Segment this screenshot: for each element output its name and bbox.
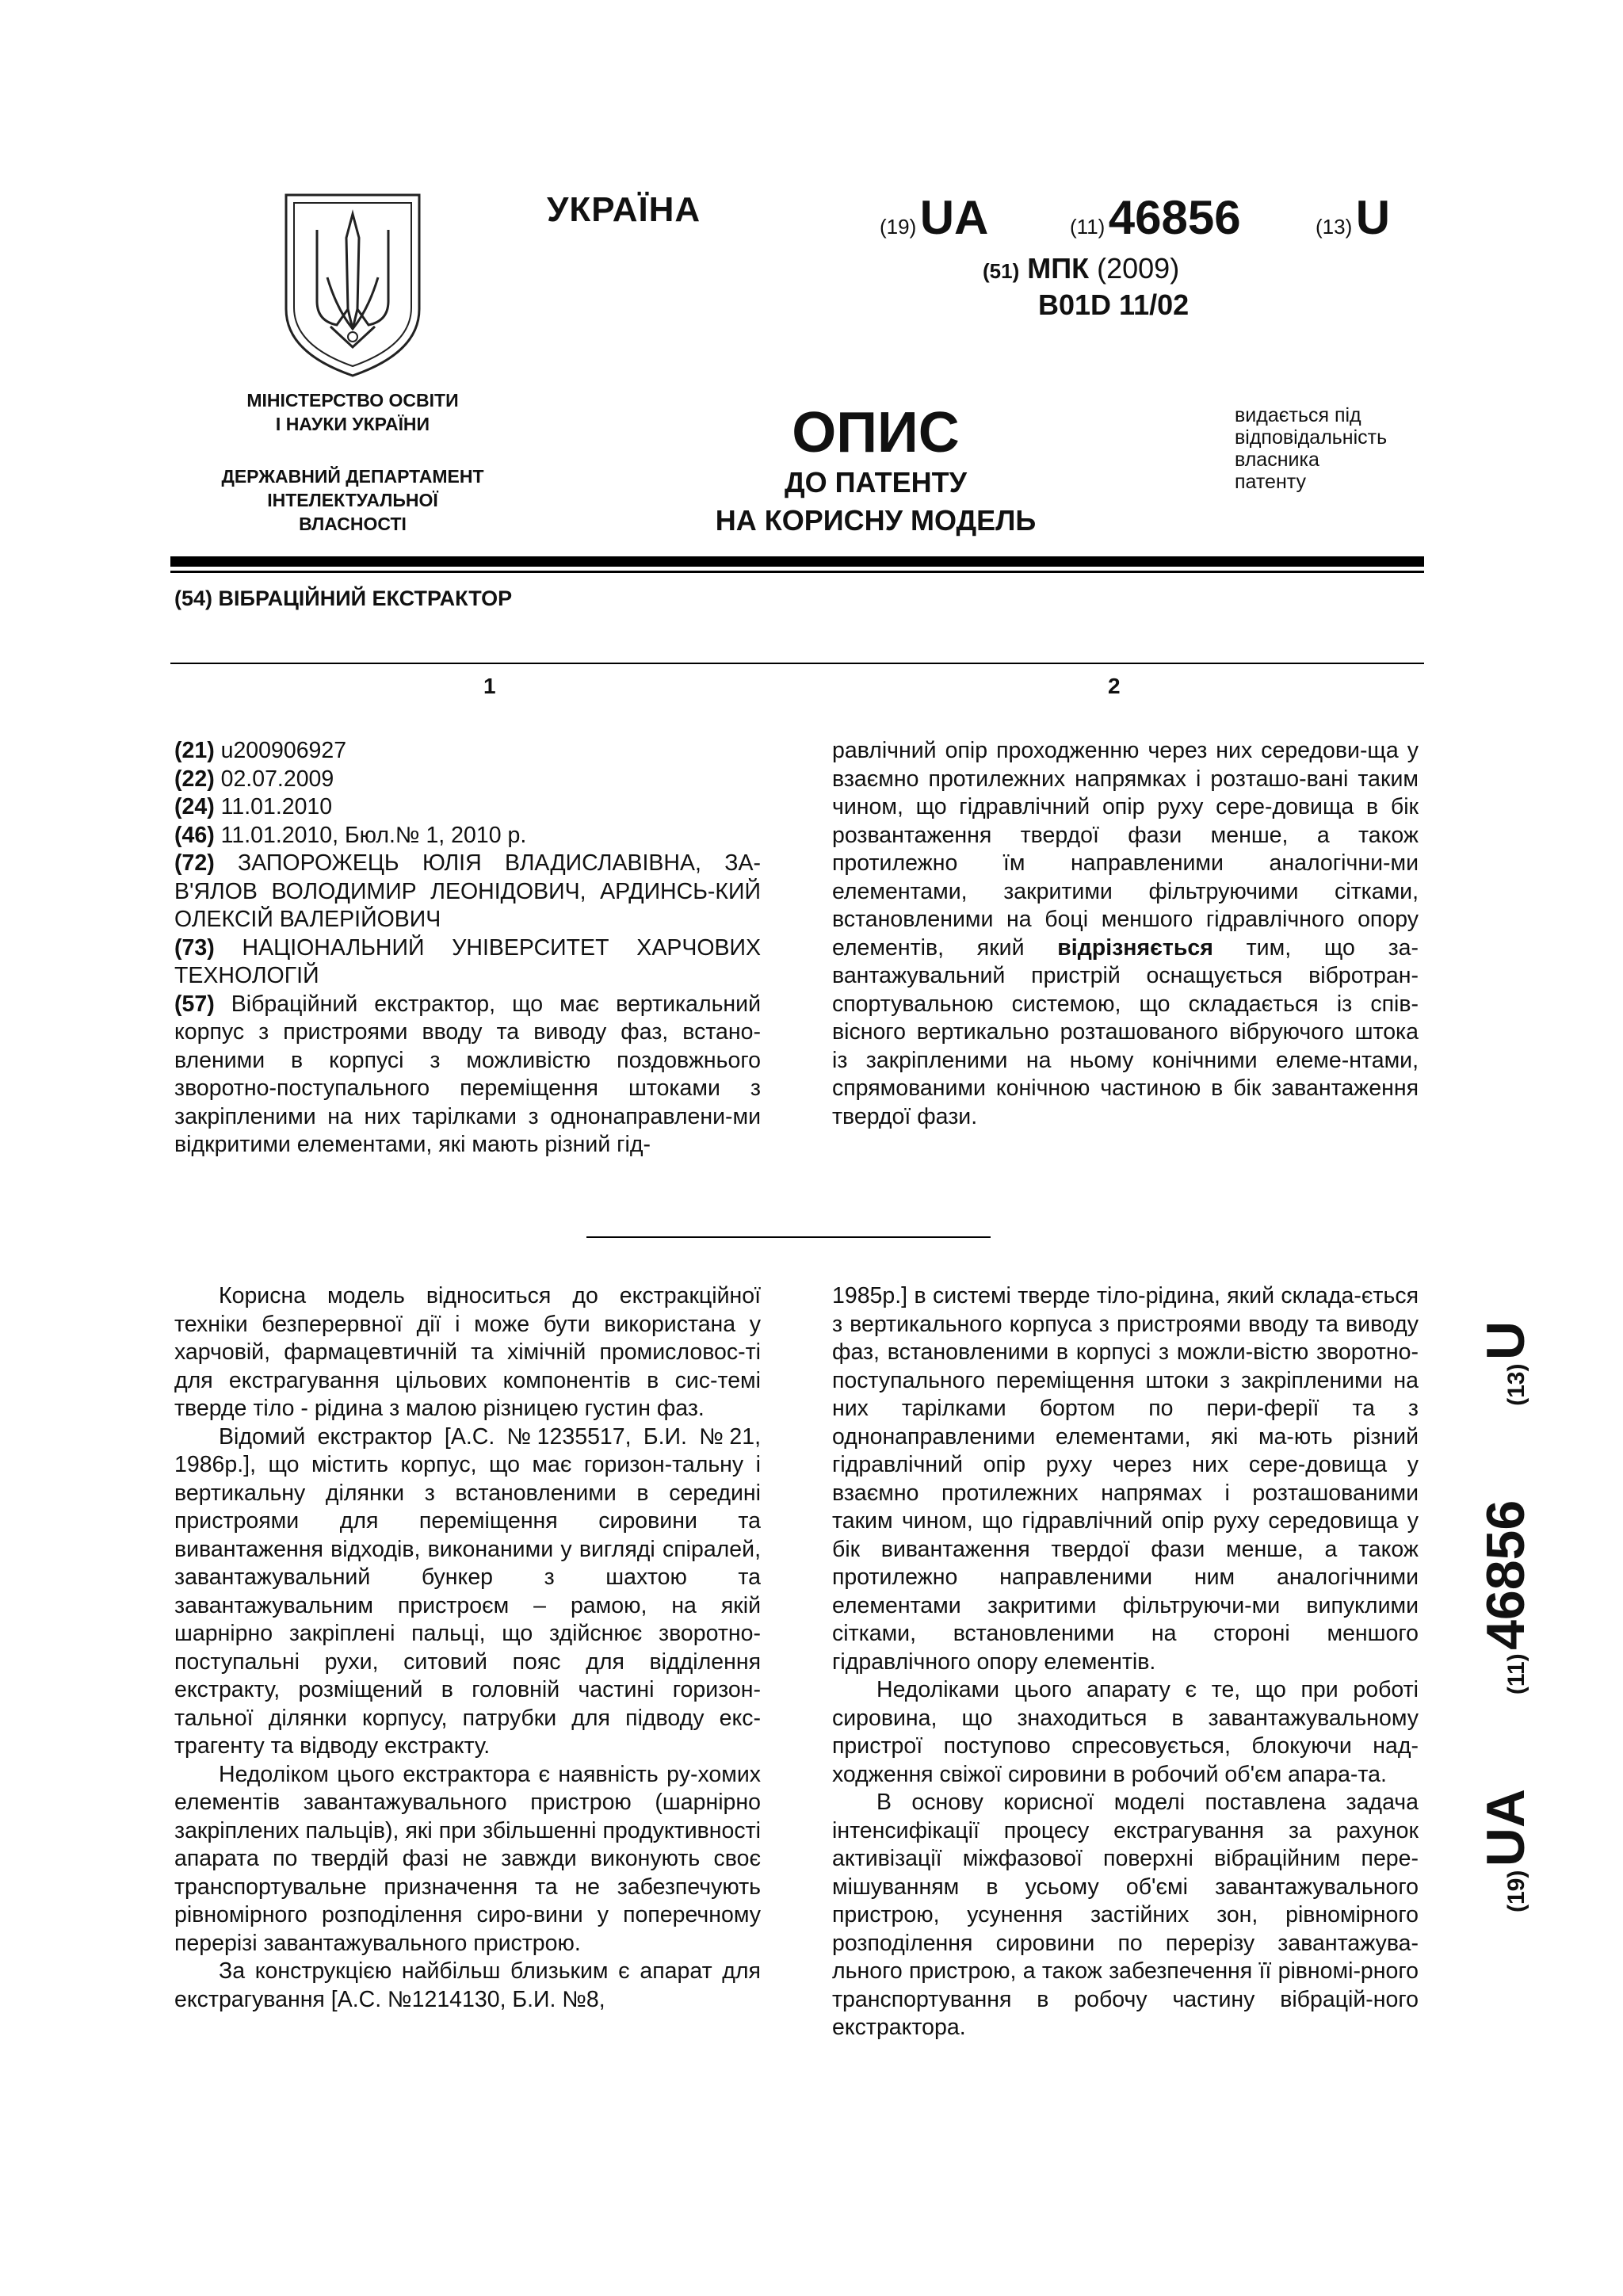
column-number: 1 <box>483 674 496 698</box>
paragraph: В основу корисної моделі поставлена задача інтенсифікації процесу екстрагування за рахунок активізації міжфазової поверхні вібраційним пере-мішуванням в усьому об'ємі завантажувального пристрою, усунення застійних зон, рівномірного розподілення сировини по перерізу завантажува-льного пристрою, а також забезпечення її рівномі-рного транспортування в робочу частину вібрацій-ного екстрактора. <box>832 1790 1419 2040</box>
column-number: 2 <box>1108 674 1121 698</box>
paragraph: За конструкцією найбільш близьким є апарат для екстрагування [А.С. №1214130, Б.И. №8, <box>174 1958 761 2012</box>
field-57: (57) Вібраційний екстрактор, що має вертикальний корпус з пристроями вводу та виводу фаз, встано-вленими в корпусі з можливістю поздовжнього зворотно-поступального переміщення штоками з закріпленими на них тарілками з однонаправлени-ми відкритими елементами, які мають різний гід- <box>174 991 762 1157</box>
paragraph: Відомий екстрактор [А.С. №1235517, Б.И. №21, 1986р.], що містить корпус, що має горизон-тальну і вертикальну ділянки з встановленими в середині пристроями для переміщення сировини та вивантаження відходів, виконаними у вигляді спіралей, завантажувальний бункер з шахтою та завантажувальним пристроєм – рамою, на якій шарнірно закріплені пальці, що здійснює зворотно-поступальні рухи, ситовий пояс для відділення екстракту, розміщений в головній частині горизон-тальної ділянки корпусу, патрубки для підводу екс-трагенту та відводу екстракту. <box>174 1423 761 1759</box>
paragraph: 1985р.] в системі тверде тіло-рідина, який склада-ється з вертикального корпуса з пристроями вводу та виводу фаз, встановленими в корпусі з можли-вістю зворотно-поступального переміщення штоки з закріпленими на них тарілками бортом по пери-ферії та з однонаправленими елементами, які ма-ють різний гідравлічний опір руху через них сере-довища у взаємно протилежних напрямах і розташованими таким чином, що гідравлічний опір руху середовища у бік вивантаження твердої фази менше, а також протилежно направленими ним аналогічними елементами закритими фільтруючи-ми випуклими сітками, встановленими на стороні меншого гідравлічного опору елементів. <box>832 1283 1419 1675</box>
abstract-separator <box>586 1236 991 1238</box>
paragraph: Недоліком цього екстрактора є наявність ру-хомих елементів завантажувального пристрою (шарнірно закріплених пальців), які при збільшенні продуктивності апарата по твердій фазі не завжди виконують своє транспортувальне призначення та не забезпечують рівномірного розподілення сиро-вини у поперечному перерізі завантажувального пристрою. <box>174 1761 761 1956</box>
field-22: (22) 02.07.2009 <box>174 766 334 792</box>
mpk-line: (51) МПК (2009) <box>983 252 1180 285</box>
field-73: (73) НАЦІОНАЛЬНИЙ УНІВЕРСИТЕТ ХАРЧОВИХ ТЕХНОЛОГІЙ <box>174 934 761 988</box>
department-line: ДЕРЖАВНИЙ ДЕПАРТАМЕНТ <box>221 466 484 487</box>
publication-number-row <box>880 190 1419 246</box>
kind-code: (13) U <box>1316 191 1391 244</box>
ministry-line: І НАУКИ УКРАЇНИ <box>275 414 430 434</box>
ministry-line: МІНІСТЕРСТВО ОСВІТИ <box>246 390 459 411</box>
department-line: ІНТЕЛЕКТУАЛЬНОЇ <box>267 490 438 510</box>
section-rule <box>170 663 1424 664</box>
paragraph: Недоліками цього апарату є те, що при роботі сировина, що знаходиться в завантажувальному пристрої поступово спресовується, блокуючи над-ходження свіжої сировини в робочий об'єм апара-та. <box>832 1677 1419 1787</box>
emphasis-word: відрізняється <box>1057 934 1213 961</box>
department-line: ВЛАСНОСТІ <box>299 514 407 534</box>
header-rule-thin <box>170 571 1424 573</box>
field-24: (24) 11.01.2010 <box>174 794 333 819</box>
description-column-right <box>832 1282 1419 2042</box>
trident-icon <box>281 190 424 380</box>
field-72: (72) ЗАПОРОЖЕЦЬ ЮЛІЯ ВЛАДИСЛАВІВНА, ЗА-В'ЯЛОВ ВОЛОДИМИР ЛЕОНІДОВИЧ, АРДИНСЬ-КИЙ ОЛЕКСІЙ ВАЛЕРІЙОВИЧ <box>174 850 761 932</box>
issued-note: видається під відповідальність власника патенту <box>1235 404 1388 493</box>
field-21: (21) u200906927 <box>174 738 347 763</box>
document-subtitle: ДО ПАТЕНТУ <box>784 466 968 499</box>
country-name: УКРАЇНА <box>547 190 701 229</box>
field-46: (46) 11.01.2010, Бюл.№ 1, 2010 р. <box>174 822 527 848</box>
ministry-name <box>202 388 503 436</box>
country-code: (19) UA <box>880 191 989 244</box>
side-patent-identifier: (19) UA (11) 46856 (13) U <box>1476 1320 1536 1913</box>
abstract-continued: равлічний опір проходженню через них середови-ща у взаємно протилежних напрямках і розташо-вані таким чином, що гідравлічний опір руху сере-довища в бік розвантаження твердої фази менше, а також протилежно їм направленими аналогічни-ми елементами, закритими фільтруючими сітками, встановленими на боці меншого гідравлічного опору елементів, який відрізняється тим, що за-вантажувальний пристрій оснащується вібротран-спортувальною системою, що складається із спів-вісного вертикально розташованого вібруючого штока із закріпленими на ньому конічними елеме-нтами, спрямованими конічною частиною в бік завантаження твердої фази. <box>832 738 1419 1129</box>
bibliographic-data <box>174 737 761 1159</box>
paragraph: Корисна модель відноситься до екстракційної техніки безперервної дії і може бути використана у харчовій, фармацевтичній та хімічній промисловос-ті для екстрагування цільових компонентів в сис-темі тверде тіло - рідина з малою різницею густин фаз. <box>174 1283 761 1421</box>
document-title: ОПИС <box>792 401 960 464</box>
patent-number: (11) 46856 <box>1070 191 1241 244</box>
coat-of-arms-emblem <box>281 190 424 380</box>
header-rule-thick <box>170 556 1424 567</box>
document-subtitle: НА КОРИСНУ МОДЕЛЬ <box>715 504 1037 537</box>
description-column-left <box>174 1282 761 2014</box>
department-name <box>178 464 527 536</box>
ipc-class: B01D 11/02 <box>1038 288 1190 321</box>
invention-title: (54) ВІБРАЦІЙНИЙ ЕКСТРАКТОР <box>174 586 513 610</box>
